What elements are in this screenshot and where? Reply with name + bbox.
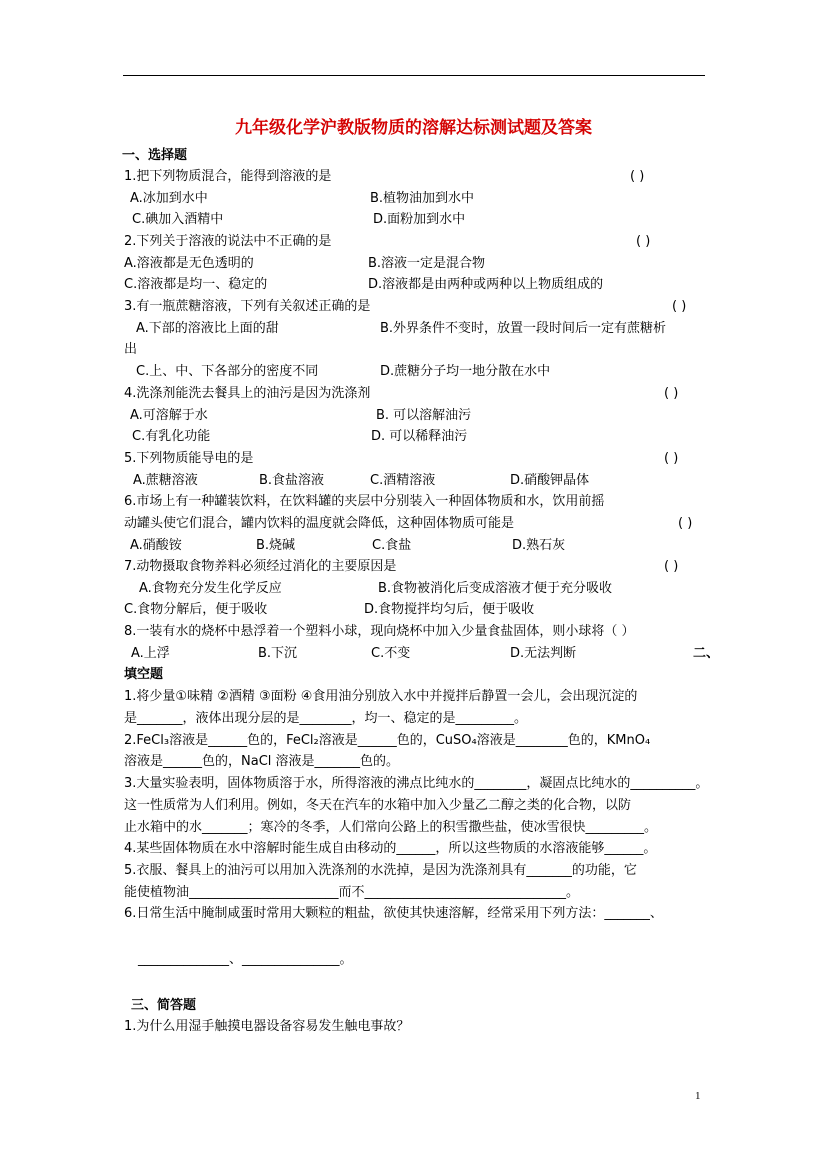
text-line-l58: 这一性质常为人们利用。例如，冬天在汽车的水箱中加入少量乙二醇之类的化合物，以防 [124,798,632,813]
text-line-l47: A.上浮 [131,646,170,661]
text-line-l51: 二、 [693,646,720,661]
text-line-l25: C.有乳化功能 [132,429,211,444]
text-line-l36: A.硝酸铵 [130,538,182,553]
text-line-l21: 4.洗涤剂能洗去餐具上的油污是因为洗涤剂 [124,386,371,401]
text-line-l14: 3.有一瓶蔗糖溶液，下列有关叙述正确的是 [124,299,371,314]
text-line-l56: 溶液是______色的，NaCl 溶液是_______色的。 [124,754,400,769]
text-line-l27: 5.下列物质能导电的是 [124,451,254,466]
text-line-l20: D.蔗糖分子均一地分散在水中 [380,364,551,379]
text-line-l35: ( ) [678,516,693,531]
text-line-l65: 三、简答题 [131,998,197,1013]
text-line-l02: 1.把下列物质混合，能得到溶液的是 [124,169,332,184]
text-line-l18: 出 [124,342,138,357]
text-line-l37: B.烧碱 [256,538,296,553]
text-line-l26: D. 可以稀释油污 [371,429,468,444]
text-line-l11: B.溶液一定是混合物 [368,256,486,271]
text-line-l15: ( ) [672,299,687,314]
text-line-l30: B.食盐溶液 [259,473,325,488]
text-line-l62: 能使植物油_______________________而不_______________________________。 [124,885,580,900]
text-line-l66: 1.为什么用湿手触摸电器设备容易发生触电事故？ [124,1019,410,1034]
text-line-l24: B. 可以溶解油污 [376,408,472,423]
text-line-l46: 8.一装有水的烧杯中悬浮着一个塑料小球，现向烧杯中加入少量食盐固体，则小球将（ ） [124,624,635,639]
text-line-l17: B.外界条件不变时，放置一段时间后一定有蔗糖析 [380,321,667,336]
text-line-l60: 4.某些固体物质在水中溶解时能生成自由移动的______，所以这些物质的水溶液能够______。 [124,841,657,856]
text-line-l57: 3.大量实验表明，固体物质溶于水，所得溶液的沸点比纯水的________，凝固点比纯水的__________。 [124,776,709,791]
text-line-l45: D.食物搅拌均匀后，便于吸收 [364,602,535,617]
text-line-l07: D.面粉加到水中 [373,212,466,227]
text-line-l38: C.食盐 [372,538,412,553]
text-line-l22: ( ) [664,386,679,401]
header-rule [123,75,705,76]
text-line-l09: ( ) [636,234,651,249]
text-line-l55: 2.FeCl₃溶液是______色的，FeCl₂溶液是______色的，CuSO₄溶液是________色的，KMnO₄ [124,733,651,748]
text-line-l28: ( ) [664,451,679,466]
text-line-l52: 填空题 [124,667,164,682]
text-line-l01: 一、选择题 [122,148,188,163]
text-line-l42: A.食物充分发生化学反应 [139,581,282,596]
text-line-l48: B.下沉 [258,646,298,661]
text-line-l44: C.食物分解后，便于吸收 [124,602,268,617]
text-line-l41: ( ) [664,559,679,574]
page-title: 九年级化学沪教版物质的溶解达标测试题及答案 [235,118,592,138]
text-line-l12: C.溶液都是均一、稳定的 [124,277,268,292]
text-line-l63: 6.日常生活中腌制咸蛋时常用大颗粒的粗盐，欲使其快速溶解，经常采用下列方法：_______、 [124,906,663,921]
text-line-l23: A.可溶解于水 [130,408,208,423]
text-line-l29: A.蔗糖溶液 [133,473,198,488]
text-line-l49: C.不变 [371,646,411,661]
text-line-l13: D.溶液都是由两种或两种以上物质组成的 [368,277,604,292]
text-line-l43: B.食物被消化后变成溶液才便于充分吸收 [378,581,613,596]
text-line-l32: D.硝酸钾晶体 [510,473,590,488]
text-line-l03: ( ) [630,169,645,184]
text-line-l19: C.上、中、下各部分的密度不同 [136,364,319,379]
text-line-l59: 止水箱中的水_______；寒冷的冬季，人们常向公路上的积雪撒些盐，使冰雪很快_________。 [124,820,658,835]
text-line-l61: 5.衣服、餐具上的油污可以用加入洗涤剂的水洗掉，是因为洗涤剂具有_______的功能，它 [124,863,637,878]
text-line-l08: 2.下列关于溶液的说法中不正确的是 [124,234,332,249]
text-line-l64: ______________、_______________。 [138,952,353,967]
text-line-l34: 动罐头使它们混合，罐内饮料的温度就会降低，这种固体物质可能是 [124,516,515,531]
text-line-l54: 是_______，液体出现分层的是________，均一、稳定的是_________。 [124,711,528,726]
text-line-l53: 1.将少量①味精 ②酒精 ③面粉 ④食用油分别放入水中并搅拌后静置一会儿，会出现沉淀的 [124,689,638,704]
text-line-l06: C.碘加入酒精中 [132,212,224,227]
text-line-l05: B.植物油加到水中 [370,191,475,206]
text-line-l39: D.熟石灰 [512,538,566,553]
text-line-l10: A.溶液都是无色透明的 [124,256,254,271]
text-line-l40: 7.动物摄取食物养料必须经过消化的主要原因是 [124,559,397,574]
text-line-l50: D.无法判断 [510,646,577,661]
text-line-l31: C.酒精溶液 [370,473,436,488]
page-number: 1 [695,1090,701,1102]
text-line-l16: A.下部的溶液比上面的甜 [136,321,279,336]
text-line-l04: A.冰加到水中 [130,191,208,206]
text-line-l33: 6.市场上有一种罐装饮料，在饮料罐的夹层中分别装入一种固体物质和水，饮用前摇 [124,494,605,509]
